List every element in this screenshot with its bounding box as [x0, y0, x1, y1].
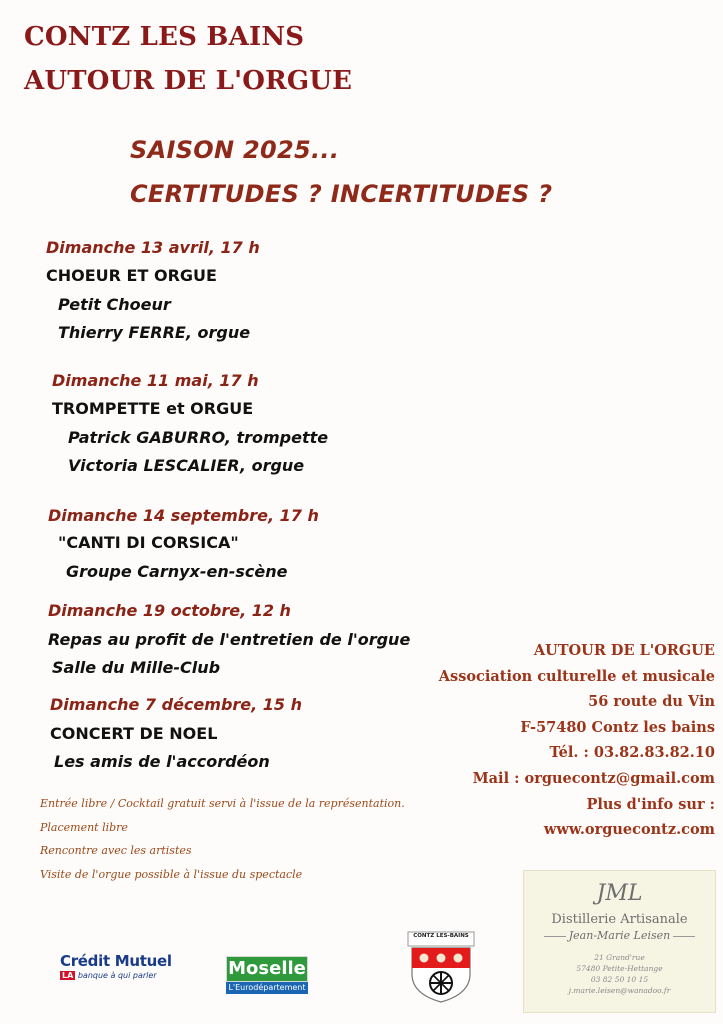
event-4-venue: Salle du Mille-Club [52, 658, 221, 677]
event-5-performer-1: Les amis de l'accordéon [54, 752, 270, 771]
credit-mutuel-name: Crédit Mutuel [60, 952, 172, 970]
season-title: SAISON 2025... [130, 136, 340, 164]
event-1-date: Dimanche 13 avril, 17 h [46, 238, 260, 257]
jml-title: Distillerie Artisanale [551, 912, 688, 927]
contact-description: Association culturelle et musicale [438, 667, 715, 685]
event-1-performer-1: Petit Choeur [58, 295, 171, 314]
notes [40, 792, 405, 886]
contact-phone[interactable]: Tél. : 03.82.83.82.10 [549, 744, 715, 762]
credit-mutuel-tagline: LA banque à qui parler [62, 971, 157, 980]
jml-address: 21 Grand'rue 57480 Petite-Hettange 03 82 50 10 15 j.marie.leisen@wanadoo.fr [568, 953, 671, 995]
crest-shield-icon [406, 930, 476, 1004]
divider-left [544, 936, 566, 937]
event-5-date: Dimanche 7 décembre, 15 h [50, 695, 303, 714]
note-4: Visite de l'orgue possible à l'issue du spectacle [40, 867, 303, 881]
header-line-1: CONTZ LES BAINS [24, 22, 305, 52]
season-subtitle: CERTITUDES ? INCERTITUDES ? [130, 180, 553, 208]
contact-website-link[interactable]: www.orguecontz.com [543, 821, 715, 839]
jml-distillery-card [523, 870, 716, 1013]
contact-block [439, 638, 715, 843]
event-5-title: CONCERT DE NOEL [50, 724, 218, 743]
event-4-date: Dimanche 19 octobre, 12 h [48, 601, 291, 620]
crest-label: CONTZ LES-BAINS [413, 933, 469, 939]
event-2-performer-1: Patrick GABURRO, trompette [68, 428, 329, 447]
event-2-title: TROMPETTE et ORGUE [52, 399, 254, 418]
note-3: Rencontre avec les artistes [40, 844, 192, 857]
event-3-date: Dimanche 14 septembre, 17 h [48, 506, 319, 525]
event-3-performer-1: Groupe Carnyx-en-scène [66, 562, 288, 581]
jml-person: Jean-Marie Leisen [524, 929, 715, 942]
contact-org: AUTOUR DE L'ORGUE [533, 642, 715, 659]
contz-crest-logo [406, 930, 476, 1004]
moselle-logo [226, 956, 308, 994]
moselle-name: Moselle [226, 956, 308, 982]
contact-email[interactable]: Mail : orguecontz@gmail.com [472, 769, 715, 787]
note-1: Entrée libre / Cocktail gratuit servi à l'issue de la représentation. [40, 797, 405, 810]
event-2-performer-2: Victoria LESCALIER, orgue [68, 456, 305, 475]
event-1-title: CHOEUR ET ORGUE [46, 266, 217, 285]
event-1-performer-2: Thierry FERRE, orgue [58, 323, 251, 342]
event-4-title: Repas au profit de l'entretien de l'orgue [48, 630, 411, 649]
credit-mutuel-logo [60, 952, 195, 990]
jml-logo: JML [596, 881, 643, 906]
header-line-2: AUTOUR DE L'ORGUE [24, 66, 353, 96]
divider-right [673, 936, 695, 937]
event-2-date: Dimanche 11 mai, 17 h [52, 371, 259, 390]
contact-city: F-57480 Contz les bains [520, 718, 715, 736]
note-2: Placement libre [40, 820, 128, 834]
moselle-subtitle: L'Eurodépartement [226, 982, 308, 994]
event-3-title: "CANTI DI CORSICA" [58, 533, 239, 552]
contact-more-info: Plus d'info sur : [586, 795, 715, 813]
contact-street: 56 route du Vin [588, 693, 715, 711]
